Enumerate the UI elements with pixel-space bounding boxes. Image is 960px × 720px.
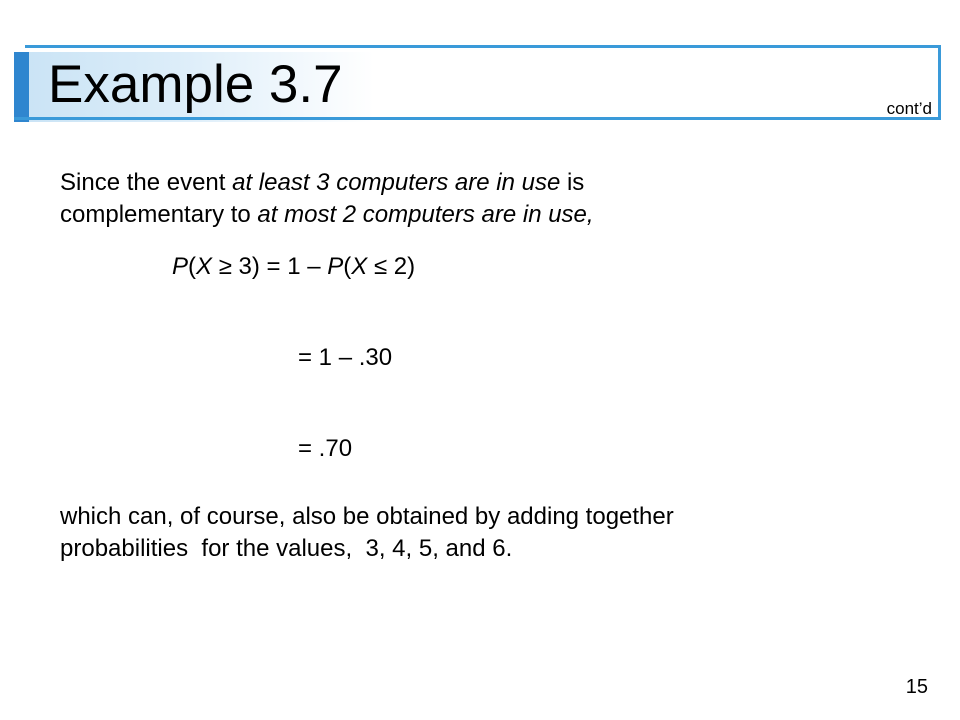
equation-line-2: = 1 – .30 (298, 344, 393, 371)
closing-line-2: probabilities for the values, 3, 4, 5, and 6. (60, 535, 513, 562)
eq-ge: ≥ 3) = 1 – (212, 253, 328, 280)
eq-le: ≤ 2) (367, 253, 416, 280)
intro-text-1: Since the event (60, 169, 233, 196)
eq-p1: P (172, 253, 189, 280)
intro-text-4: complementary to (60, 201, 258, 228)
eq-open2: ( (343, 253, 352, 280)
intro-text-2: at least 3 computers are in use (232, 169, 561, 196)
equation-line-1 (172, 252, 415, 282)
continued-label: cont’d (886, 99, 932, 118)
slide-title: Example 3.7 (48, 55, 343, 114)
eq-x2: X (351, 253, 368, 280)
equation-line-3: = .70 (298, 435, 353, 462)
closing-paragraph (60, 501, 674, 565)
eq-x1: X (196, 253, 213, 280)
intro-paragraph (60, 167, 594, 231)
eq-p2: P (327, 253, 344, 280)
closing-line-1: which can, of course, also be obtained by adding together (60, 503, 674, 530)
intro-text-5: at most 2 computers are in use, (257, 201, 594, 228)
intro-text-3: is (560, 169, 585, 196)
title-accent-bar (14, 52, 29, 122)
eq-open1: ( (188, 253, 197, 280)
page-number: 15 (905, 676, 928, 698)
